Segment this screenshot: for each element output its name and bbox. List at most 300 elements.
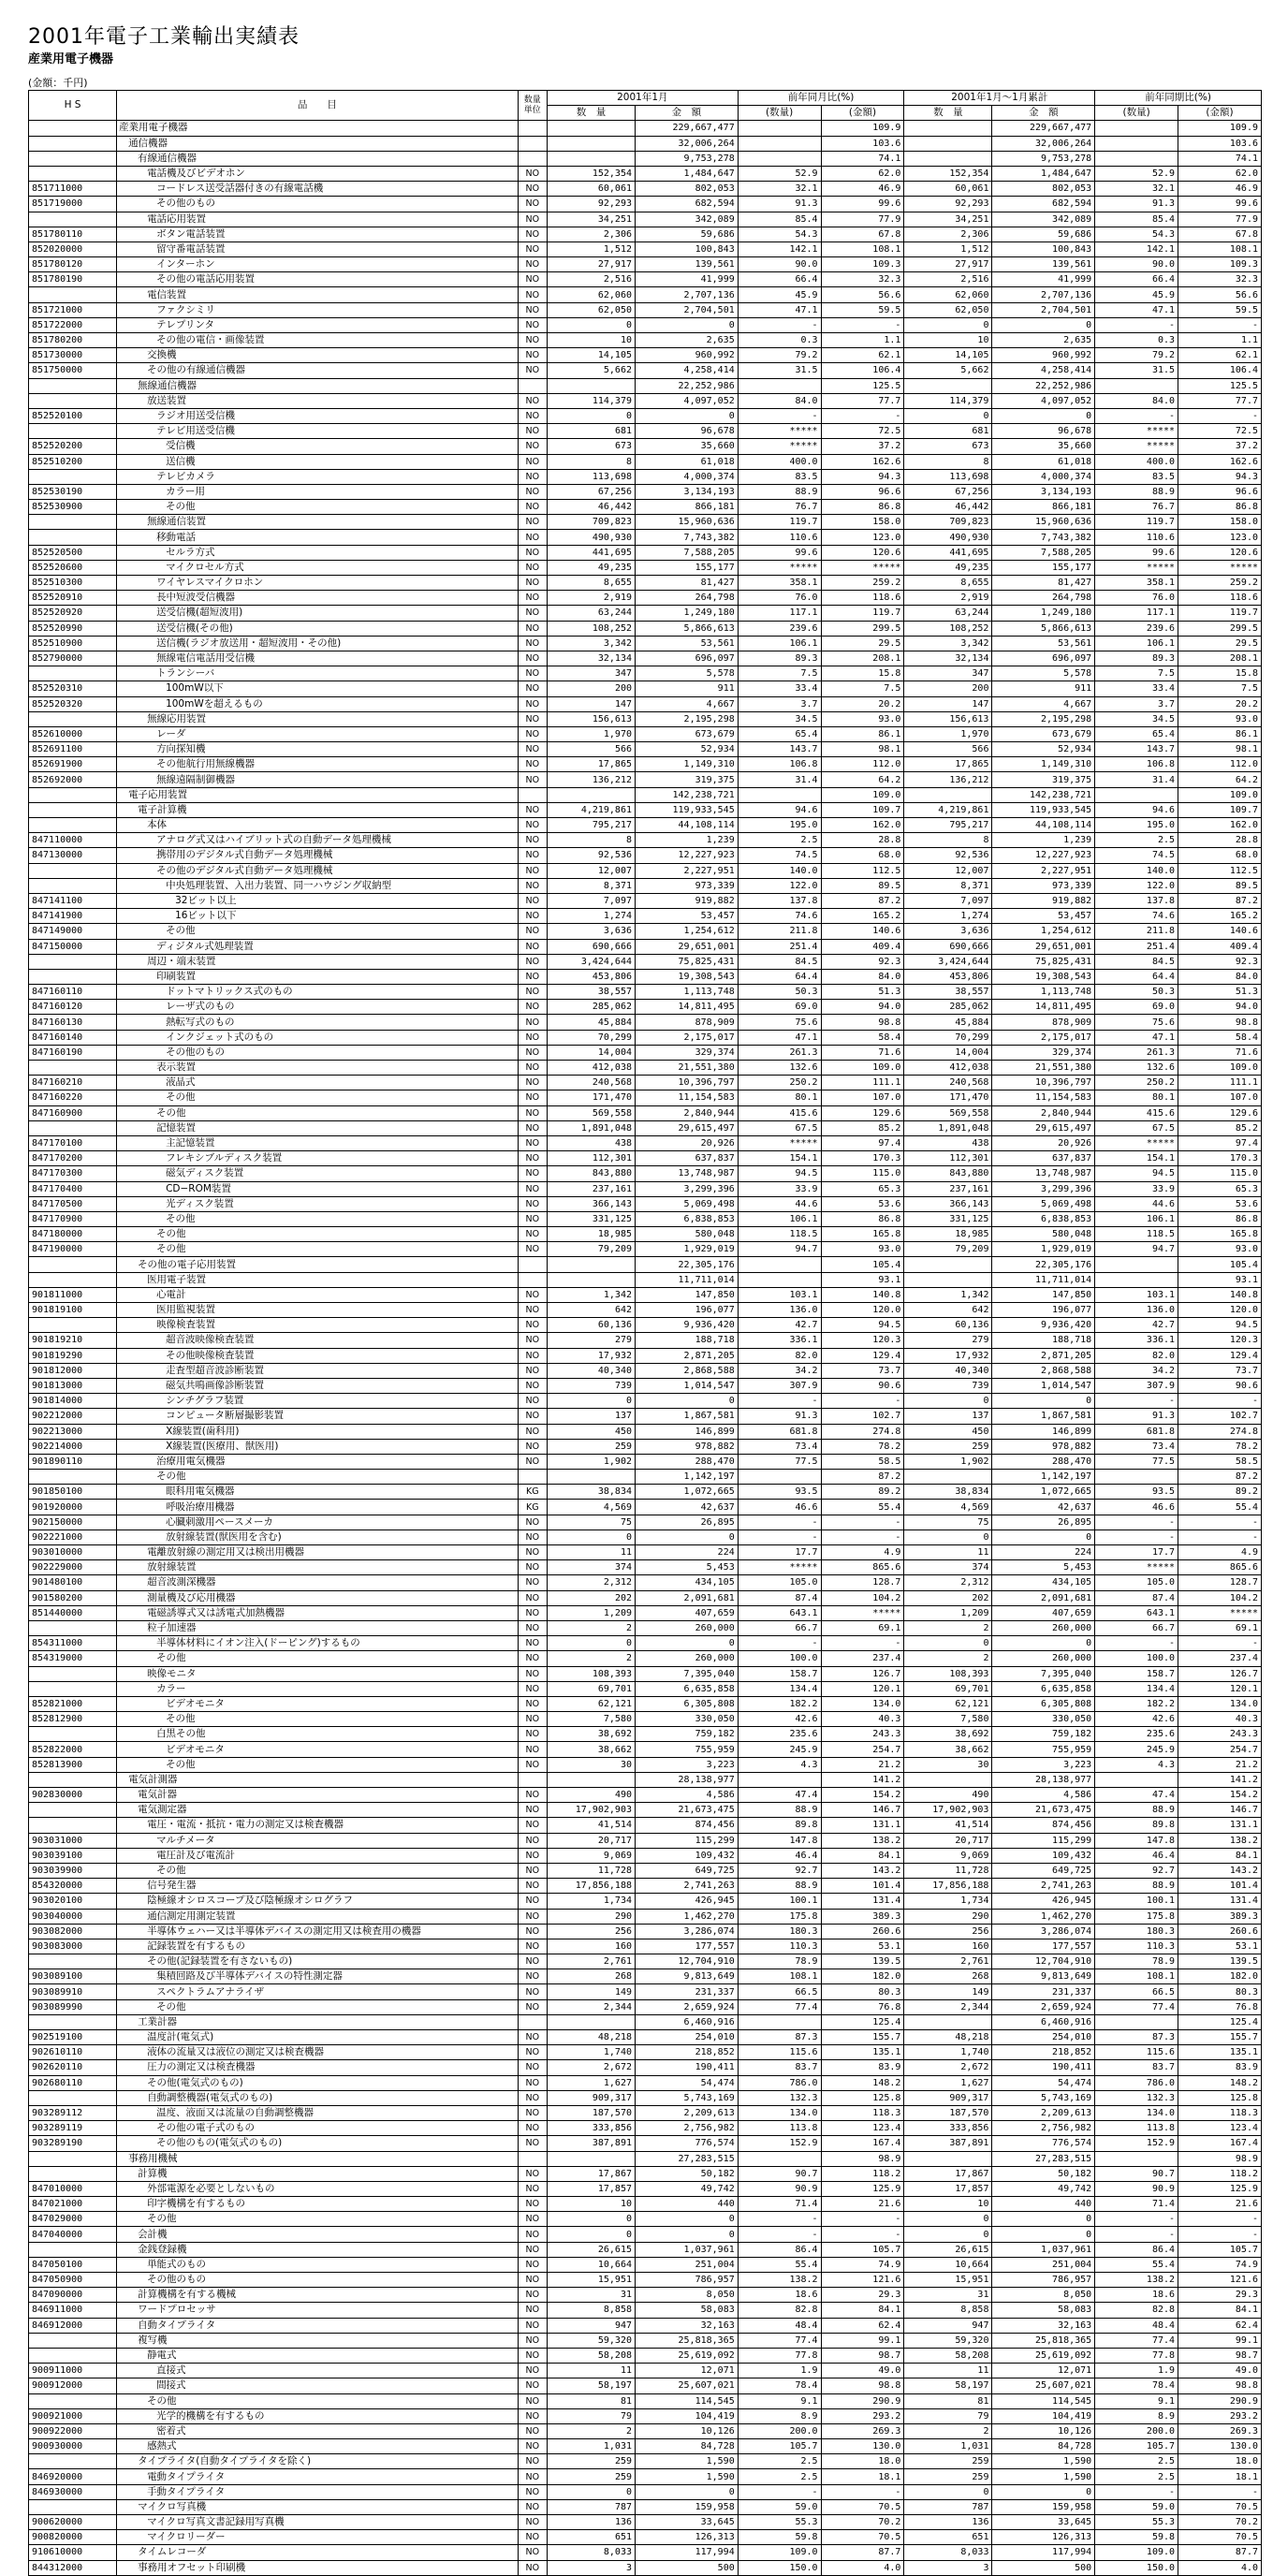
month-qty: 11 (547, 1545, 635, 1560)
item-name: カラー用 (117, 484, 519, 499)
month-qty-pct: 400.0 (738, 454, 821, 469)
cum-amt-pct: 120.3 (1178, 1333, 1262, 1348)
item-name: 記録装置を有するもの (117, 1939, 519, 1954)
cum-qty-pct: 52.9 (1095, 166, 1178, 181)
hs-cell: 854311000 (29, 1636, 117, 1651)
unit-cell: NO (518, 333, 547, 348)
table-row (29, 1712, 1262, 1727)
item-name: 電圧計及び電流計 (117, 1848, 519, 1863)
month-qty-pct: 79.2 (738, 348, 821, 363)
hs-cell (29, 802, 117, 817)
hs-cell: 900912000 (29, 2378, 117, 2393)
cum-amt: 25,619,092 (992, 2348, 1095, 2363)
cum-amt: 4,258,414 (992, 363, 1095, 378)
month-qty: 60,061 (547, 182, 635, 197)
cum-amt: 35,660 (992, 439, 1095, 454)
hs-cell: 851711000 (29, 182, 117, 197)
cum-qty-pct: 84.5 (1095, 954, 1178, 969)
month-amt-pct: 74.1 (821, 151, 904, 166)
month-qty: 374 (547, 1560, 635, 1575)
cum-amt-pct: 46.9 (1178, 182, 1262, 197)
month-amt-pct: 129.4 (821, 1348, 904, 1363)
table-row (29, 1318, 1262, 1333)
cum-qty: 38,834 (904, 1485, 992, 1500)
item-name: 電磁誘導式又は誘電式加熱機器 (117, 1605, 519, 1620)
unit-cell: NO (518, 1924, 547, 1939)
unit-cell: NO (518, 424, 547, 439)
cum-qty (904, 151, 992, 166)
month-qty-pct: 42.7 (738, 1318, 821, 1333)
month-qty: 1,512 (547, 242, 635, 256)
cum-qty: 92,536 (904, 848, 992, 863)
month-amt-pct: 125.4 (821, 2014, 904, 2029)
unit-cell: NO (518, 2060, 547, 2075)
month-qty: 673 (547, 439, 635, 454)
month-qty-pct: 106.1 (738, 1211, 821, 1226)
cum-amt: 5,743,169 (992, 2090, 1095, 2105)
unit-cell: NO (518, 1333, 547, 1348)
cum-qty: 14,004 (904, 1045, 992, 1060)
month-amt: 874,456 (636, 1818, 739, 1833)
cum-amt-pct: 21.6 (1178, 2197, 1262, 2212)
cum-amt: 29,651,001 (992, 939, 1095, 954)
month-qty-pct: 1.9 (738, 2364, 821, 2378)
month-amt: 426,945 (636, 1894, 739, 1909)
month-qty-pct: 158.7 (738, 1666, 821, 1681)
cum-amt: 919,882 (992, 893, 1095, 908)
month-amt-pct: 409.4 (821, 939, 904, 954)
cum-qty-pct: 88.9 (1095, 1803, 1178, 1818)
cum-qty: 0 (904, 2227, 992, 2242)
cum-amt: 33,645 (992, 2515, 1095, 2530)
month-amt: 196,077 (636, 1303, 739, 1318)
table-row (29, 2378, 1262, 2393)
hs-cell (29, 2333, 117, 2348)
month-amt-pct: 83.9 (821, 2060, 904, 2075)
month-qty: 62,050 (547, 302, 635, 317)
table-row (29, 363, 1262, 378)
month-qty: 0 (547, 2484, 635, 2499)
month-amt: 26,895 (636, 1515, 739, 1530)
month-qty-pct: 44.6 (738, 1196, 821, 1211)
item-name: カラー (117, 1681, 519, 1696)
month-amt-pct: 102.7 (821, 1409, 904, 1424)
cum-qty: 642 (904, 1303, 992, 1318)
cum-qty-pct: 239.6 (1095, 621, 1178, 636)
month-amt: 260,000 (636, 1620, 739, 1635)
unit-cell: NO (518, 1909, 547, 1924)
month-qty-pct: 85.4 (738, 212, 821, 227)
cum-amt: 25,818,365 (992, 2333, 1095, 2348)
hs-cell (29, 969, 117, 984)
month-amt-pct: 18.1 (821, 2469, 904, 2484)
hs-cell (29, 424, 117, 439)
month-amt: 6,305,808 (636, 1696, 739, 1711)
month-qty-pct: - (738, 408, 821, 423)
month-qty-pct: 681.8 (738, 1424, 821, 1439)
cum-amt-pct: 170.3 (1178, 1151, 1262, 1166)
cum-qty-pct: 105.0 (1095, 1575, 1178, 1590)
table-row (29, 711, 1262, 726)
item-name: 自動調整機器(電気式のもの) (117, 2090, 519, 2105)
cum-qty: 2,919 (904, 591, 992, 606)
hs-cell (29, 1818, 117, 1833)
month-amt-pct: 106.4 (821, 363, 904, 378)
unit-cell: NO (518, 212, 547, 227)
hs-cell (29, 818, 117, 833)
month-qty-pct: 77.4 (738, 1999, 821, 2014)
month-amt: 1,113,748 (636, 985, 739, 1000)
month-amt: 33,645 (636, 2515, 739, 2530)
month-qty: 40,340 (547, 1363, 635, 1378)
month-amt: 104,419 (636, 2408, 739, 2423)
month-qty-pct: 415.6 (738, 1105, 821, 1120)
month-amt: 580,048 (636, 1227, 739, 1242)
hs-cell: 847170200 (29, 1151, 117, 1166)
unit-cell: NO (518, 1227, 547, 1242)
unit-cell: NO (518, 954, 547, 969)
month-qty: 136 (547, 2515, 635, 2530)
month-amt-pct: - (821, 1394, 904, 1409)
cum-amt-pct: 74.1 (1178, 151, 1262, 166)
cum-qty: 1,891,048 (904, 1120, 992, 1135)
month-amt: 54,474 (636, 2075, 739, 2090)
month-qty: 259 (547, 2454, 635, 2469)
cum-amt-pct: 182.0 (1178, 1969, 1262, 1984)
cum-amt-pct: 108.1 (1178, 242, 1262, 256)
month-qty: 0 (547, 1636, 635, 1651)
cum-amt-pct: 92.3 (1178, 954, 1262, 969)
month-amt: 177,557 (636, 1939, 739, 1954)
cum-amt-pct: 131.1 (1178, 1818, 1262, 1833)
unit-cell: NO (518, 287, 547, 302)
cum-qty-pct: 83.5 (1095, 469, 1178, 484)
unit-cell: NO (518, 1575, 547, 1590)
table-row (29, 2530, 1262, 2545)
cum-amt: 155,177 (992, 560, 1095, 575)
cum-amt-pct: 98.8 (1178, 2378, 1262, 2393)
unit-cell: NO (518, 348, 547, 363)
month-qty: 2,761 (547, 1954, 635, 1969)
hs-cell: 903089910 (29, 1984, 117, 1999)
cum-amt-pct: 125.4 (1178, 2014, 1262, 2029)
month-amt: 5,069,498 (636, 1196, 739, 1211)
month-qty: 147 (547, 696, 635, 711)
month-amt: 115,299 (636, 1833, 739, 1848)
month-qty: 58,197 (547, 2378, 635, 2393)
month-qty-pct (738, 136, 821, 151)
unit-cell: NO (518, 545, 547, 560)
month-amt-pct: 162.0 (821, 818, 904, 833)
cum-amt: 147,850 (992, 1287, 1095, 1302)
month-amt: 1,142,197 (636, 1470, 739, 1485)
table-row (29, 2288, 1262, 2303)
month-qty-pct: 47.1 (738, 302, 821, 317)
table-row (29, 1590, 1262, 1605)
unit-cell: NO (518, 576, 547, 591)
cum-amt: 0 (992, 1394, 1095, 1409)
item-name: 表示装置 (117, 1061, 519, 1076)
month-qty: 30 (547, 1757, 635, 1772)
month-qty: 17,902,903 (547, 1803, 635, 1818)
month-amt: 10,126 (636, 2423, 739, 2438)
cum-amt: 6,838,853 (992, 1211, 1095, 1226)
cum-qty-pct: - (1095, 408, 1178, 423)
cum-amt: 878,909 (992, 1015, 1095, 1030)
cum-amt-pct: 105.7 (1178, 2242, 1262, 2257)
month-amt: 27,283,515 (636, 2151, 739, 2166)
hs-cell: 851719000 (29, 197, 117, 212)
cum-qty-pct (1095, 136, 1178, 151)
month-amt: 61,018 (636, 454, 739, 469)
table-row (29, 681, 1262, 696)
cum-amt-pct: 293.2 (1178, 2408, 1262, 2423)
cum-amt-pct: 101.4 (1178, 1879, 1262, 1894)
month-qty: 7,580 (547, 1712, 635, 1727)
month-qty: 58,208 (547, 2348, 635, 2363)
item-name: 集積回路及び半導体デバイスの特性測定器 (117, 1969, 519, 1984)
cum-qty-pct: 118.5 (1095, 1227, 1178, 1242)
item-name: 計算機 (117, 2166, 519, 2181)
cum-qty: 11 (904, 1545, 992, 1560)
hs-cell: 847141100 (29, 893, 117, 908)
hs-cell (29, 515, 117, 530)
item-name: 無線応用装置 (117, 711, 519, 726)
month-amt-pct: 126.7 (821, 1666, 904, 1681)
table-row (29, 1181, 1262, 1196)
month-amt-pct: 389.3 (821, 1909, 904, 1924)
cum-amt: 53,457 (992, 909, 1095, 924)
cum-amt-pct: 51.3 (1178, 985, 1262, 1000)
month-amt: 0 (636, 2212, 739, 2227)
month-amt: 7,743,382 (636, 530, 739, 545)
cum-qty (904, 378, 992, 393)
month-amt-pct: 139.5 (821, 1954, 904, 1969)
month-amt: 25,607,021 (636, 2378, 739, 2393)
table-row (29, 1999, 1262, 2014)
cum-qty: 62,060 (904, 287, 992, 302)
month-qty: 412,038 (547, 1061, 635, 1076)
cum-amt: 960,992 (992, 348, 1095, 363)
month-qty: 152,354 (547, 166, 635, 181)
header-cumulative-yoy: 前年同期比(%) (1095, 91, 1262, 106)
cum-qty: 3,342 (904, 636, 992, 651)
hs-cell (29, 1803, 117, 1818)
cum-qty-pct: 77.4 (1095, 2333, 1178, 2348)
month-qty: 387,891 (547, 2136, 635, 2151)
unit-cell: NO (518, 666, 547, 681)
cum-amt: 41,999 (992, 272, 1095, 287)
hs-cell: 851730000 (29, 348, 117, 363)
item-name: その他(記録装置を有さないもの) (117, 1954, 519, 1969)
month-qty-pct: 136.0 (738, 1303, 821, 1318)
item-name: その他の有線通信機器 (117, 363, 519, 378)
cum-amt-pct: 68.0 (1178, 848, 1262, 863)
hs-cell: 847130000 (29, 848, 117, 863)
month-qty: 31 (547, 2288, 635, 2303)
item-name: 直接式 (117, 2364, 519, 2378)
table-row (29, 2045, 1262, 2060)
hs-cell: 847160120 (29, 1000, 117, 1015)
month-amt-pct: 138.2 (821, 1833, 904, 1848)
unit-cell: NO (518, 1666, 547, 1681)
cum-qty-pct: 87.3 (1095, 2030, 1178, 2045)
cum-amt: 21,551,380 (992, 1061, 1095, 1076)
cum-amt: 696,097 (992, 651, 1095, 666)
item-name: マイクロ写真文書記録用写真機 (117, 2515, 519, 2530)
month-amt: 32,163 (636, 2318, 739, 2333)
table-row (29, 1833, 1262, 1848)
item-name: 印刷装置 (117, 969, 519, 984)
hs-cell: 851440000 (29, 1605, 117, 1620)
table-row (29, 2242, 1262, 2257)
month-amt: 973,339 (636, 878, 739, 893)
month-amt-pct: 140.8 (821, 1287, 904, 1302)
cum-amt: 26,895 (992, 1515, 1095, 1530)
month-amt-pct: 86.8 (821, 1211, 904, 1226)
cum-amt-pct: 70.2 (1178, 2515, 1262, 2530)
month-amt-pct: 77.9 (821, 212, 904, 227)
cum-qty-pct: 74.5 (1095, 848, 1178, 863)
month-qty: 2,306 (547, 227, 635, 242)
cum-qty-pct: ***** (1095, 1560, 1178, 1575)
unit-cell: NO (518, 1757, 547, 1772)
month-amt: 776,574 (636, 2136, 739, 2151)
cum-qty: 60,061 (904, 182, 992, 197)
cum-amt-pct: 55.4 (1178, 1500, 1262, 1515)
month-amt: 2,091,681 (636, 1590, 739, 1605)
unit-cell: NO (518, 1788, 547, 1803)
month-qty-pct: 358.1 (738, 576, 821, 591)
month-qty-pct: 77.8 (738, 2348, 821, 2363)
cum-qty: 49,235 (904, 560, 992, 575)
cum-amt: 229,667,477 (992, 121, 1095, 136)
month-qty-pct: 91.3 (738, 1409, 821, 1424)
cum-qty: 8 (904, 833, 992, 848)
month-qty-pct: 76.0 (738, 591, 821, 606)
cum-qty: 81 (904, 2393, 992, 2408)
cum-qty-pct (1095, 378, 1178, 393)
month-qty: 136,212 (547, 772, 635, 787)
hs-cell (29, 136, 117, 151)
cum-qty: 651 (904, 2530, 992, 2545)
cum-amt: 260,000 (992, 1651, 1095, 1666)
month-amt: 53,561 (636, 636, 739, 651)
month-amt-pct: 125.5 (821, 378, 904, 393)
cum-amt-pct: 72.5 (1178, 424, 1262, 439)
cum-qty: 2 (904, 1620, 992, 1635)
month-qty-pct: 45.9 (738, 287, 821, 302)
month-amt: 440 (636, 2197, 739, 2212)
cum-amt: 978,882 (992, 1439, 1095, 1454)
month-qty-pct: 134.0 (738, 2105, 821, 2120)
unit-cell: KG (518, 1500, 547, 1515)
cum-amt: 440 (992, 2197, 1095, 2212)
item-name: その他 (117, 1999, 519, 2014)
month-amt: 4,586 (636, 1788, 739, 1803)
cum-amt: 22,252,986 (992, 378, 1095, 393)
month-amt-pct: 293.2 (821, 2408, 904, 2423)
month-qty (547, 2014, 635, 2029)
month-qty-pct: 115.6 (738, 2045, 821, 2060)
table-row (29, 121, 1262, 136)
item-name: その他映像検査装置 (117, 1348, 519, 1363)
month-amt-pct: 29.5 (821, 636, 904, 651)
cum-qty: 3,636 (904, 924, 992, 939)
cum-amt-pct: 162.6 (1178, 454, 1262, 469)
month-amt-pct: 87.2 (821, 893, 904, 908)
cum-qty-pct: 94.7 (1095, 1242, 1178, 1257)
item-name: 信号発生器 (117, 1879, 519, 1894)
item-name: アナログ式又はハイブリット式の自動データ処理機械 (117, 833, 519, 848)
month-amt: 25,818,365 (636, 2333, 739, 2348)
table-row (29, 2121, 1262, 2136)
cum-amt: 6,635,858 (992, 1681, 1095, 1696)
table-row (29, 742, 1262, 757)
cum-qty: 79,209 (904, 1242, 992, 1257)
table-row (29, 1848, 1262, 1863)
hs-cell (29, 2242, 117, 2257)
unit-cell: NO (518, 1030, 547, 1045)
unit-cell (518, 1772, 547, 1787)
cum-amt-pct: 86.8 (1178, 500, 1262, 515)
month-qty: 0 (547, 2227, 635, 2242)
table-row (29, 2423, 1262, 2438)
cum-qty-pct: 34.5 (1095, 711, 1178, 726)
month-amt-pct: - (821, 408, 904, 423)
month-amt: 919,882 (636, 893, 739, 908)
cum-amt-pct: 208.1 (1178, 651, 1262, 666)
cum-amt: 32,006,264 (992, 136, 1095, 151)
hs-cell: 847021000 (29, 2197, 117, 2212)
cum-qty-pct: ***** (1095, 560, 1178, 575)
item-name: 金銭登録機 (117, 2242, 519, 2257)
item-name: 事務用機械 (117, 2151, 519, 2166)
cum-amt-pct: 21.2 (1178, 1757, 1262, 1772)
hs-cell: 903289119 (29, 2121, 117, 2136)
cum-qty-pct: 115.6 (1095, 2045, 1178, 2060)
month-qty-pct: - (738, 2227, 821, 2242)
cum-qty-pct: 152.9 (1095, 2136, 1178, 2151)
cum-amt-pct: 94.5 (1178, 1318, 1262, 1333)
hs-cell: 903039100 (29, 1848, 117, 1863)
table-row (29, 2151, 1262, 2166)
export-table (28, 90, 1262, 2576)
cum-amt-pct: 389.3 (1178, 1909, 1262, 1924)
hs-cell: 852610000 (29, 726, 117, 741)
unit-cell (518, 1272, 547, 1287)
month-amt: 4,258,414 (636, 363, 739, 378)
cum-amt-pct: 155.7 (1178, 2030, 1262, 2045)
hs-cell: 902212000 (29, 1409, 117, 1424)
hs-cell: 901811000 (29, 1287, 117, 1302)
cum-amt: 1,254,612 (992, 924, 1095, 939)
cum-qty: 136,212 (904, 772, 992, 787)
month-qty: 79,209 (547, 1242, 635, 1257)
unit-cell: NO (518, 2136, 547, 2151)
cum-amt-pct: 86.8 (1178, 1211, 1262, 1226)
cum-qty: 160 (904, 1939, 992, 1954)
month-qty: 187,570 (547, 2105, 635, 2120)
cum-qty: 113,698 (904, 469, 992, 484)
unit-cell: NO (518, 726, 547, 741)
table-row (29, 2469, 1262, 2484)
hs-cell: 847150000 (29, 939, 117, 954)
month-amt-pct: - (821, 1515, 904, 1530)
item-name: 100mWを超えるもの (117, 696, 519, 711)
hs-cell: 900921000 (29, 2408, 117, 2423)
cum-qty: 7,580 (904, 1712, 992, 1727)
